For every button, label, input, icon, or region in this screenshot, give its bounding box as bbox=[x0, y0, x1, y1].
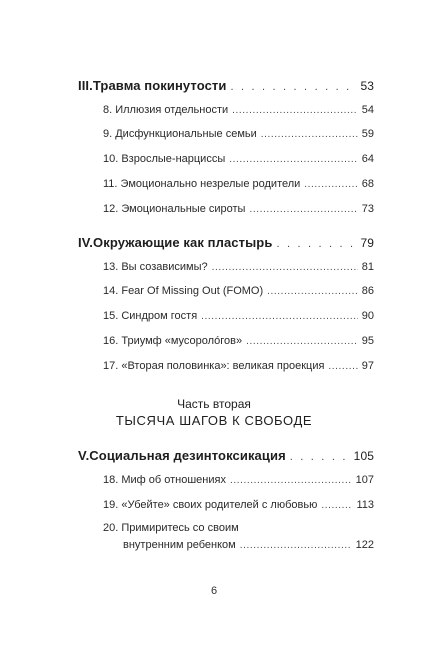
dot-leader bbox=[232, 105, 358, 116]
dot-leader bbox=[276, 238, 356, 250]
item-page: 54 bbox=[361, 104, 374, 116]
toc-item-17[interactable] bbox=[103, 360, 374, 372]
part-subtitle: Часть вторая bbox=[177, 397, 251, 411]
item-title: 12. Эмоциональные сироты bbox=[103, 203, 246, 215]
item-title: 13. Вы созависимы? bbox=[103, 261, 208, 273]
section-title: Окружающие как пластырь bbox=[93, 235, 273, 250]
item-page: 97 bbox=[361, 360, 374, 372]
toc-item-14[interactable] bbox=[103, 285, 374, 297]
toc-section-5[interactable] bbox=[78, 448, 374, 463]
dot-leader bbox=[229, 154, 358, 165]
item-title-line2: внутренним ребенком bbox=[123, 539, 236, 551]
toc-item-12[interactable] bbox=[103, 203, 374, 215]
item-title: 8. Иллюзия отдельности bbox=[103, 104, 229, 116]
item-title: 19. «Убейте» своих родителей с любовью bbox=[103, 499, 318, 511]
dot-leader bbox=[246, 336, 358, 347]
dot-leader bbox=[212, 262, 358, 273]
section-number: V. bbox=[78, 448, 90, 463]
dot-leader bbox=[240, 540, 352, 551]
toc-item-19[interactable] bbox=[103, 499, 374, 511]
item-page: 90 bbox=[361, 310, 374, 322]
toc-item-13[interactable] bbox=[103, 261, 374, 273]
item-title: 16. Триумф «мусоролóгов» bbox=[103, 335, 243, 347]
section-title: Травма покинутости bbox=[92, 78, 227, 93]
item-title-line1: 20. Примиритесь со своим bbox=[103, 522, 239, 534]
dot-leader bbox=[261, 129, 358, 140]
item-page: 73 bbox=[361, 203, 374, 215]
toc-item-9[interactable] bbox=[103, 128, 374, 140]
toc-item-18[interactable] bbox=[103, 474, 374, 486]
item-page: 64 bbox=[361, 153, 374, 165]
toc-section-4[interactable] bbox=[78, 235, 374, 250]
item-page: 122 bbox=[355, 539, 374, 551]
item-title: 18. Миф об отношениях bbox=[103, 474, 226, 486]
toc-item-8[interactable] bbox=[103, 104, 374, 116]
item-page: 86 bbox=[361, 285, 374, 297]
dot-leader bbox=[267, 286, 358, 297]
dot-leader bbox=[304, 179, 357, 190]
item-title-line2-row bbox=[103, 539, 374, 551]
toc-item-15[interactable] bbox=[103, 310, 374, 322]
dot-leader bbox=[201, 311, 358, 322]
dot-leader bbox=[230, 81, 356, 93]
section-title: Социальная дезинтоксикация bbox=[89, 448, 286, 463]
page-number: 6 bbox=[210, 585, 218, 597]
section-page: 79 bbox=[360, 236, 374, 250]
item-page: 68 bbox=[361, 178, 374, 190]
item-title: 15. Синдром гостя bbox=[103, 310, 198, 322]
section-number: IV. bbox=[78, 235, 94, 250]
part-title: ТЫСЯЧА ШАГОВ К СВОБОДЕ bbox=[115, 413, 313, 428]
item-title: 9. Дисфункциональные семьи bbox=[103, 128, 257, 140]
dot-leader bbox=[230, 475, 352, 486]
dot-leader bbox=[328, 361, 357, 372]
item-page: 113 bbox=[356, 499, 374, 511]
item-page: 59 bbox=[361, 128, 374, 140]
item-title: 10. Взрослые-нарциссы bbox=[103, 153, 226, 165]
toc-section-3[interactable] bbox=[78, 78, 374, 93]
toc-item-20[interactable] bbox=[103, 522, 374, 551]
item-page: 81 bbox=[361, 261, 374, 273]
dot-leader bbox=[290, 451, 350, 463]
item-page: 95 bbox=[361, 335, 374, 347]
toc-item-10[interactable] bbox=[103, 153, 374, 165]
toc-item-16[interactable] bbox=[103, 335, 374, 347]
item-title: 11. Эмоционально незрелые родители bbox=[103, 178, 301, 190]
dot-leader bbox=[249, 204, 357, 215]
section-page: 53 bbox=[360, 79, 374, 93]
item-title: 14. Fear Of Missing Out (FOMO) bbox=[103, 285, 264, 297]
section-page: 105 bbox=[353, 449, 374, 463]
section-number: III. bbox=[78, 78, 93, 93]
item-title: 17. «Вторая половинка»: великая проекция bbox=[103, 360, 325, 372]
item-page: 107 bbox=[355, 474, 374, 486]
dot-leader bbox=[321, 500, 352, 511]
toc-item-11[interactable] bbox=[103, 178, 374, 190]
